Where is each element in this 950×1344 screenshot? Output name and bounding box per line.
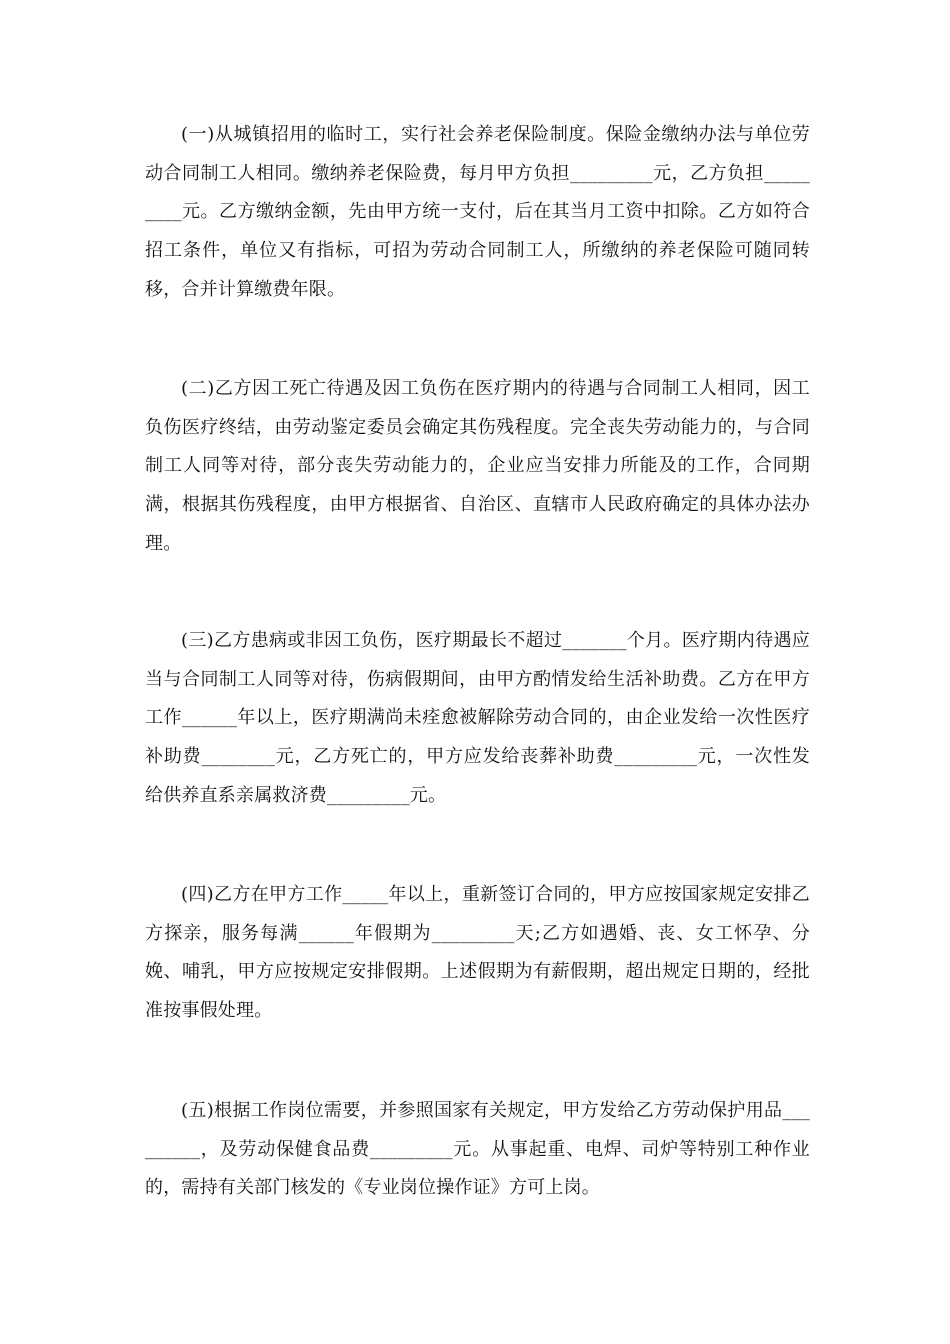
clause-2-work-injury: (二)乙方因工死亡待遇及因工负伤在医疗期内的待遇与合同制工人相同，因工负伤医疗终结，由劳动鉴定委员会确定其伤残程度。完全丧失劳动能力的，与合同制工人同等对待，部分丧失劳动能力的，企业应当安排力所能及的工作，合同期满，根据其伤残程度，由甲方根据省、自治区、直辖市人民政府确定的具体办法办理。 bbox=[145, 378, 810, 554]
clause-5-labor-protection: (五)根据工作岗位需要，并参照国家有关规定，甲方发给乙方劳动保护用品_________，及劳动保健食品费_________元。从事起重、电焊、司炉等特别工种作业的，需持有关部门核发的《专业岗位操作证》方可上岗。 bbox=[145, 1100, 810, 1199]
clause-1-pension-insurance: (一)从城镇招用的临时工，实行社会养老保险制度。保险金缴纳办法与单位劳动合同制工人相同。缴纳养老保险费，每月甲方负担_________元，乙方负担_________元。乙方缴纳金额，先由甲方统一支付，后在其当月工资中扣除。乙方如符合招工条件，单位又有指标，可招为劳动合同制工人，所缴纳的养老保险可随同转移，合并计算缴费年限。 bbox=[145, 124, 810, 300]
clause-4-home-leave: (四)乙方在甲方工作_____年以上，重新签订合同的，甲方应按国家规定安排乙方探亲，服务每满______年假期为_________天;乙方如遇婚、丧、女工怀孕、分娩、哺乳，甲方应按规定安排假期。上述假期为有薪假期，超出规定日期的，经批准按事假处理。 bbox=[145, 884, 810, 1022]
clause-3-sick-leave: (三)乙方患病或非因工负伤，医疗期最长不超过_______个月。医疗期内待遇应当与合同制工人同等对待，伤病假期间，由甲方酌情发给生活补助费。乙方在甲方工作______年以上，医疗期满尚未痊愈被解除劳动合同的，由企业发给一次性医疗补助费________元，乙方死亡的，甲方应发给丧葬补助费_________元，一次性发给供养直系亲属救济费_________元。 bbox=[145, 630, 810, 806]
